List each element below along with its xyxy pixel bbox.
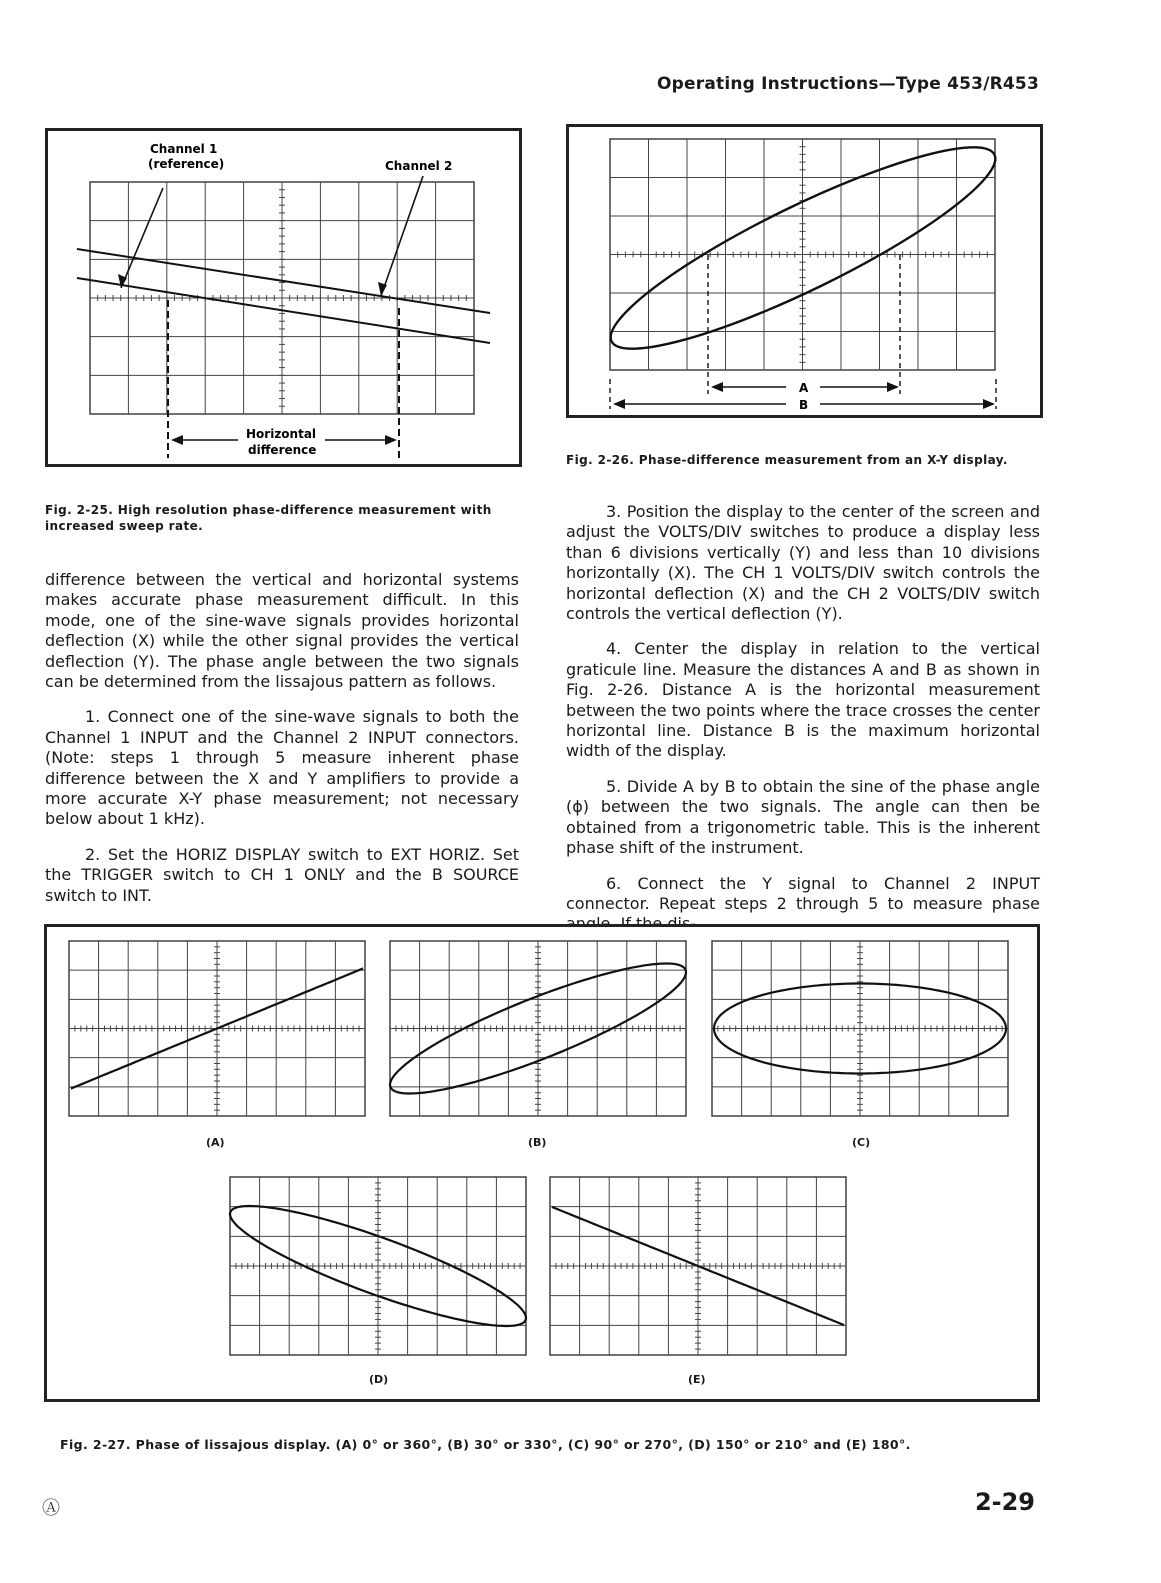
horizontal-label: Horizontal xyxy=(246,427,317,441)
ch2-label: Channel 2 xyxy=(385,159,453,173)
right-paragraph-2: 4. Center the display in relation to the vertical graticule line. Measure the distances A and B as shown in Fig. 2-26. Distance A is the horizontal measurement between the two points where the trace crosses the center horizontal line. Distance B is the maximum horizontal width of the display. xyxy=(566,639,1040,761)
distance-b-label: B xyxy=(799,398,809,412)
ch1-label: Channel 1 xyxy=(150,142,218,156)
left-paragraph-1: difference between the vertical and horizontal systems makes accurate phase measurement difficult. In this mode, one of the sine-wave signals provides horizontal deflection (X) while the other signal provides the vertical deflection (Y). The phase angle between the two signals can be determined from the lissajous pattern as follows. xyxy=(45,570,519,692)
ch1-trace xyxy=(77,249,490,313)
ch2-arrow xyxy=(381,176,423,296)
label-b: (B) xyxy=(528,1136,547,1149)
fig-2-26-overlay xyxy=(566,124,1043,418)
ch2-trace xyxy=(77,278,490,343)
page-number: 2-29 xyxy=(974,1488,1035,1516)
distance-a-label: A xyxy=(799,381,809,395)
graticule-grid xyxy=(230,1177,526,1355)
lissajous-c xyxy=(712,941,1008,1116)
right-column xyxy=(566,502,1040,950)
lissajous-d xyxy=(230,1177,526,1355)
fig-2-27-caption: Fig. 2-27. Phase of lissajous display. (A) 0° or 360°, (B) 30° or 330°, (C) 90° or 270°, (D) 150° or 210° and (E) 180°. xyxy=(60,1437,911,1452)
graticule-grid xyxy=(712,941,1008,1116)
fig-2-25-caption: Fig. 2-25. High resolution phase-difference measurement with increased sweep rate. xyxy=(45,503,492,533)
fig-2-25-overlay xyxy=(45,128,522,467)
label-c: (C) xyxy=(852,1136,871,1149)
right-paragraph-1: 3. Position the display to the center of the screen and adjust the VOLTS/DIV switches to produce a display less than 6 divisions vertically (Y) and less than 10 divisions horizontally (X). The CH 1 VOLTS/DIV switch controls the horizontal deflection (X) and the CH 2 VOLTS/DIV switch controls the vertical deflection (Y). xyxy=(566,502,1040,624)
xy-ellipse xyxy=(593,117,1013,379)
ch1-reference-label: (reference) xyxy=(148,157,225,171)
label-a: (A) xyxy=(206,1136,225,1149)
right-paragraph-4: 6. Connect the Y signal to Channel 2 INPUT connector. Repeat steps 2 through 5 to measure phase xyxy=(566,873,1040,913)
left-paragraph-2: 1. Connect one of the sine-wave signals to both the Channel 1 INPUT and the Channel 2 INPUT connectors. (Note: steps 1 through 5 measure inherent phase difference between the X and Y amplifiers to provide a more accurate X-Y phase measurement; not necessary below about 1 kHz). xyxy=(45,707,519,829)
lissajous-b xyxy=(390,941,686,1116)
label-e: (E) xyxy=(688,1373,706,1386)
lissajous-e xyxy=(550,1177,846,1355)
left-paragraph-3: 2. Set the HORIZ DISPLAY switch to EXT HORIZ. Set the TRIGGER switch to CH 1 ONLY and the B SOURCE switch to INT. xyxy=(45,844,519,905)
difference-label: difference xyxy=(248,443,317,457)
right-paragraph-3: 5. Divide A by B to obtain the sine of the phase angle (ϕ) between the two signals. The angle can then be obtained from a trigonometric table. This is the inherent phase shift of the instrument. xyxy=(566,776,1040,858)
page-header: Operating Instructions—Type 453/R453 xyxy=(657,74,1039,94)
lissajous-a xyxy=(69,941,365,1116)
ch1-arrow xyxy=(121,188,163,288)
fig-2-26-caption: Fig. 2-26. Phase-difference measurement from an X-Y display. xyxy=(566,453,1008,467)
graticule-grid xyxy=(390,941,686,1116)
left-column xyxy=(45,570,519,921)
label-d: (D) xyxy=(369,1373,389,1386)
publisher-mark: Ⓐ xyxy=(42,1498,60,1519)
